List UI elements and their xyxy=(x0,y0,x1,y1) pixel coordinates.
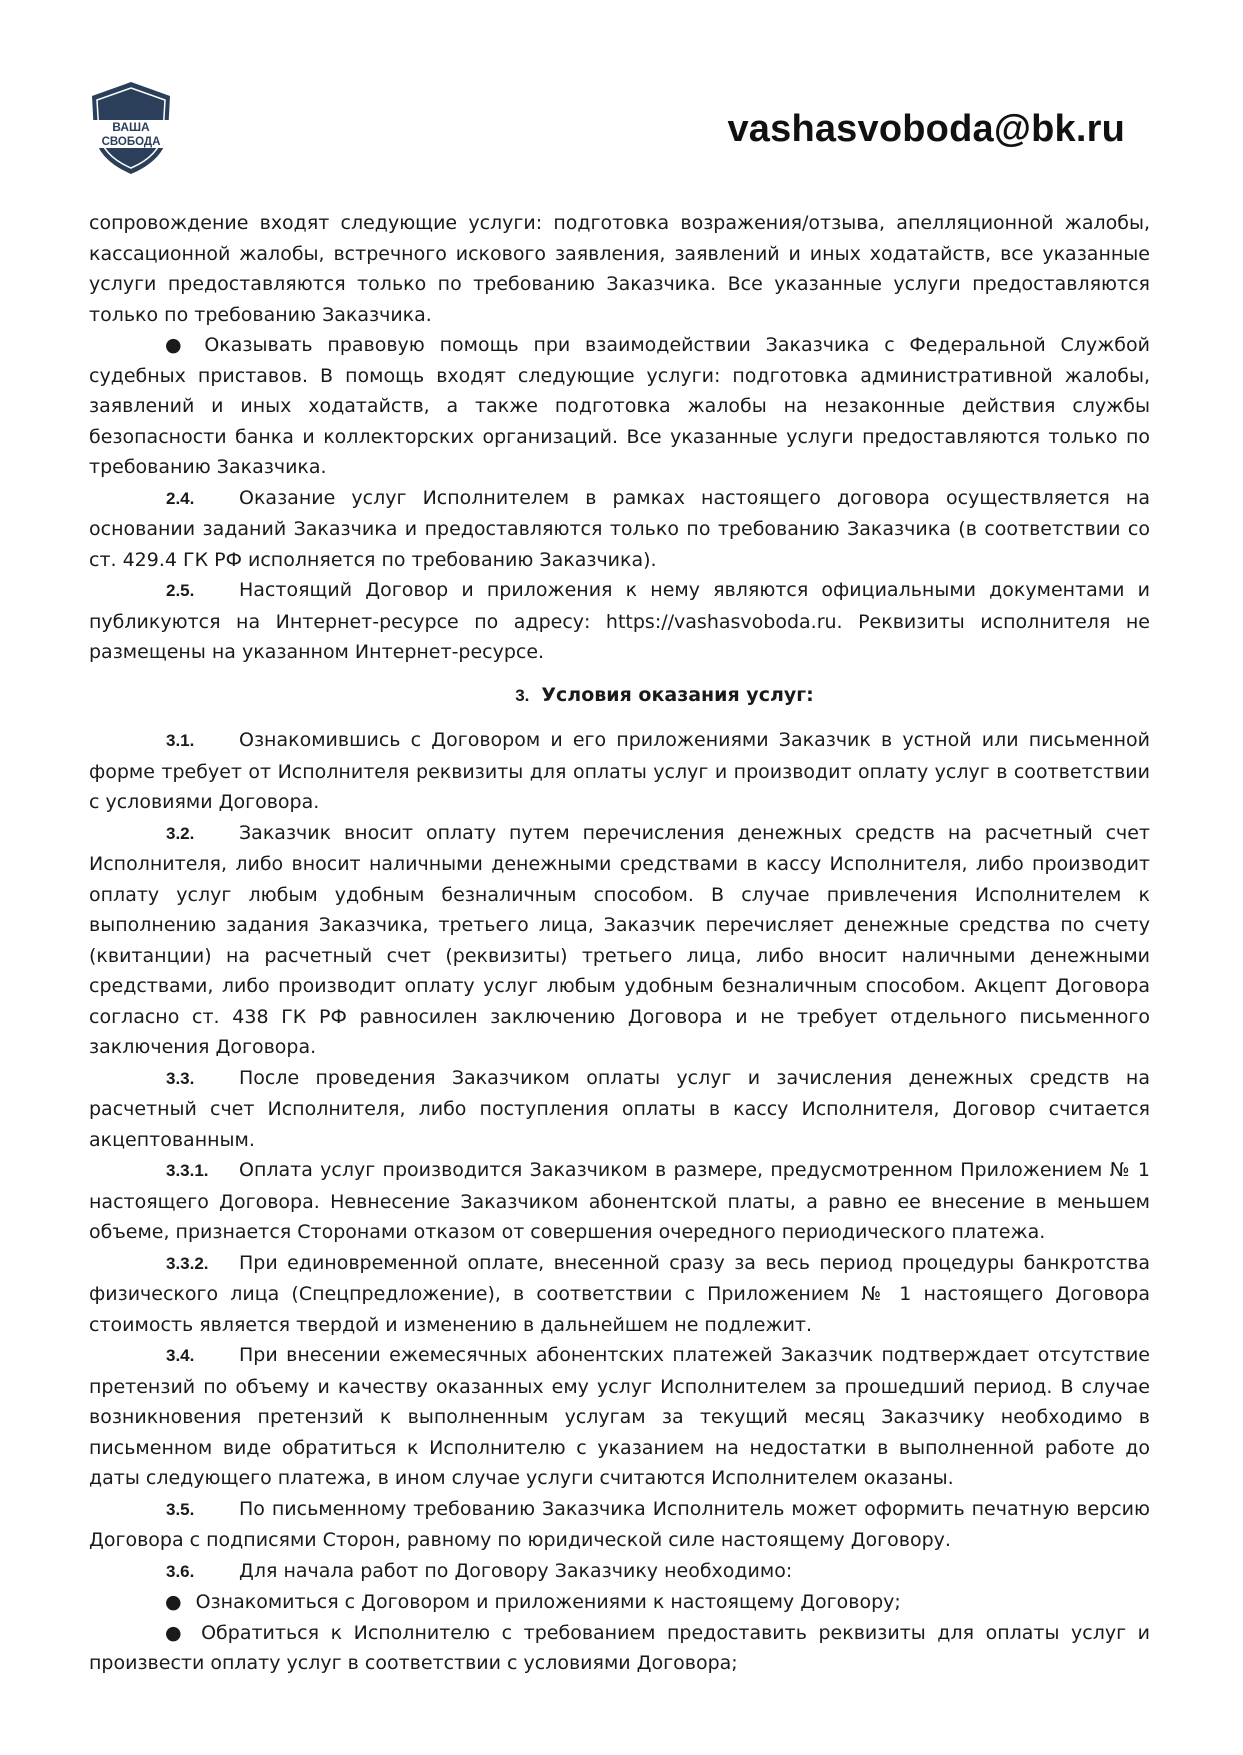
bullet-text: Ознакомиться с Договором и приложениями к настоящему Договору; xyxy=(195,1591,901,1613)
section-heading-3 xyxy=(89,680,1150,712)
clause-number: 3.2. xyxy=(166,823,195,843)
clause-3-5 xyxy=(89,1494,1150,1556)
clause-3-6 xyxy=(89,1556,1150,1588)
logo-text-2: СВОБОДА xyxy=(101,136,161,148)
clause-text: Заказчик вносит оплату путем перечисления денежных средств на расчетный счет Исполнителя, либо вносит наличными денежными средствами в кассу Исполнителя, либо производит оплату услуг любым удобным безналичным способом. В случае привлечения Исполнителем к выполнению задания Заказчика, третьего лица, Заказчик перечисляет денежные средства по счету (квитанции) на расчетный счет (реквизиты) третьего лица, либо вносит наличными денежными средствами, либо производит оплату услуг любым удобным безналичным способом. Акцепт Договора согласно ст. 438 ГК РФ равносилен заключению Договора и не требует отдельного письменного заключения Договора. xyxy=(89,821,1150,1058)
clause-3-3-2 xyxy=(89,1248,1150,1341)
clause-text: По письменному требованию Заказчика Исполнитель может оформить печатную версию Договора с подписями Сторон, равному по юридической силе настоящему Договору. xyxy=(89,1497,1150,1551)
clause-3-2 xyxy=(89,818,1150,1063)
bullet-item xyxy=(89,1618,1150,1679)
clause-3-3-1 xyxy=(89,1155,1150,1248)
clause-number: 3.3. xyxy=(166,1068,195,1088)
shield-logo xyxy=(88,80,174,176)
bullet-item xyxy=(89,330,1150,483)
logo-text-1: ВАША xyxy=(112,120,150,134)
bullet-icon: ● xyxy=(165,1591,182,1613)
clause-text: Оплата услуг производится Заказчиком в размере, предусмотренном Приложением № 1 настоящего Договора. Невнесение Заказчиком абонентской платы, а равно ее внесение в меньшем объеме, признается Сторонами отказом от совершения очередного периодического платежа. xyxy=(89,1159,1150,1243)
clause-number: 2.4. xyxy=(166,488,195,508)
clause-text: При единовременной оплате, внесенной сразу за весь период процедуры банкротства физического лица (Спецпредложение), в соответствии с Приложением № 1 настоящего Договора стоимость является твердой и изменению в дальнейшем не подлежит. xyxy=(89,1251,1150,1336)
clause-3-4 xyxy=(89,1340,1150,1494)
bullet-icon: ● xyxy=(165,1621,188,1644)
clause-text: Для начала работ по Договору Заказчику необходимо: xyxy=(239,1559,793,1582)
clause-number: 3.6. xyxy=(166,1561,195,1581)
paragraph-continuation: сопровождение входят следующие услуги: подготовка возражения/отзыва, апелляционной жалобы, кассационной жалобы, встречного искового заявления, заявлений и иных ходатайств, все указанные услуги предоставляются только по требованию Заказчика. Все указанные услуги предоставляются только по требованию Заказчика. xyxy=(89,212,1150,326)
document-body xyxy=(89,208,1150,1679)
clause-2-4 xyxy=(89,483,1150,576)
header-email: vashasvoboda@bk.ru xyxy=(727,108,1125,150)
bullet-text: Обратиться к Исполнителю с требованием предоставить реквизиты для оплаты услуг и произвести оплату услуг в соответствии с условиями Договора; xyxy=(89,1621,1150,1674)
clause-number: 3.1. xyxy=(166,731,195,750)
clause-number: 3.3.2. xyxy=(166,1253,209,1273)
bullet-text: Оказывать правовую помощь при взаимодействии Заказчика с Федеральной Службой судебных приставов. В помощь входят следующие услуги: подготовка административной жалобы, заявлений и иных ходатайств, а также подготовка жалобы на незаконные действия службы безопасности банка и коллекторских организаций. Все указанные услуги предоставляются только по требованию Заказчика. xyxy=(89,334,1150,478)
clause-number: 3.3.1. xyxy=(166,1161,209,1180)
clause-text: Ознакомившись с Договором и его приложениями Заказчик в устной или письменной форме требует от Исполнителя реквизиты для оплаты услуг и производит оплату услуг в соответствии с условиями Договора. xyxy=(89,729,1150,813)
clause-3-1 xyxy=(89,725,1150,818)
clause-text: При внесении ежемесячных абонентских платежей Заказчик подтверждает отсутствие претензий по объему и качеству оказанных ему услуг Исполнителем за прошедший период. В случае возникновения претензий к выполненным услугам за текущий месяц Заказчику необходимо в письменном виде обратиться к Исполнителю с указанием на недостатки в выполненной работе до даты следующего платежа, в ином случае услуги считаются Исполнителем оказаны. xyxy=(89,1344,1150,1489)
bullet-icon: ● xyxy=(165,334,191,356)
clause-number: 3.4. xyxy=(166,1346,195,1365)
clause-number: 2.5. xyxy=(166,581,195,600)
clause-number: 3.5. xyxy=(166,1499,195,1519)
section-number: 3. xyxy=(515,685,530,705)
section-title: Условия оказания услуг: xyxy=(541,683,814,706)
clause-2-5 xyxy=(89,575,1150,668)
clause-text: После проведения Заказчиком оплаты услуг и зачисления денежных средств на расчетный счет Исполнителя, либо поступления оплаты в кассу Исполнителя, Договор считается акцептованным. xyxy=(89,1066,1150,1151)
bullet-item xyxy=(89,1587,1150,1618)
clause-text: Оказание услуг Исполнителем в рамках настоящего договора осуществляется на основании заданий Заказчика и предоставляются только по требованию Заказчика (в соответствии со ст. 429.4 ГК РФ исполняется по требованию Заказчика). xyxy=(89,486,1150,571)
clause-text: Настоящий Договор и приложения к нему являются официальными документами и публикуются на Интернет-ресурсе по адресу: https://vashasvoboda.ru. Реквизиты исполнителя не размещены на указанном Интернет-ресурсе. xyxy=(89,579,1150,663)
clause-3-3 xyxy=(89,1063,1150,1156)
